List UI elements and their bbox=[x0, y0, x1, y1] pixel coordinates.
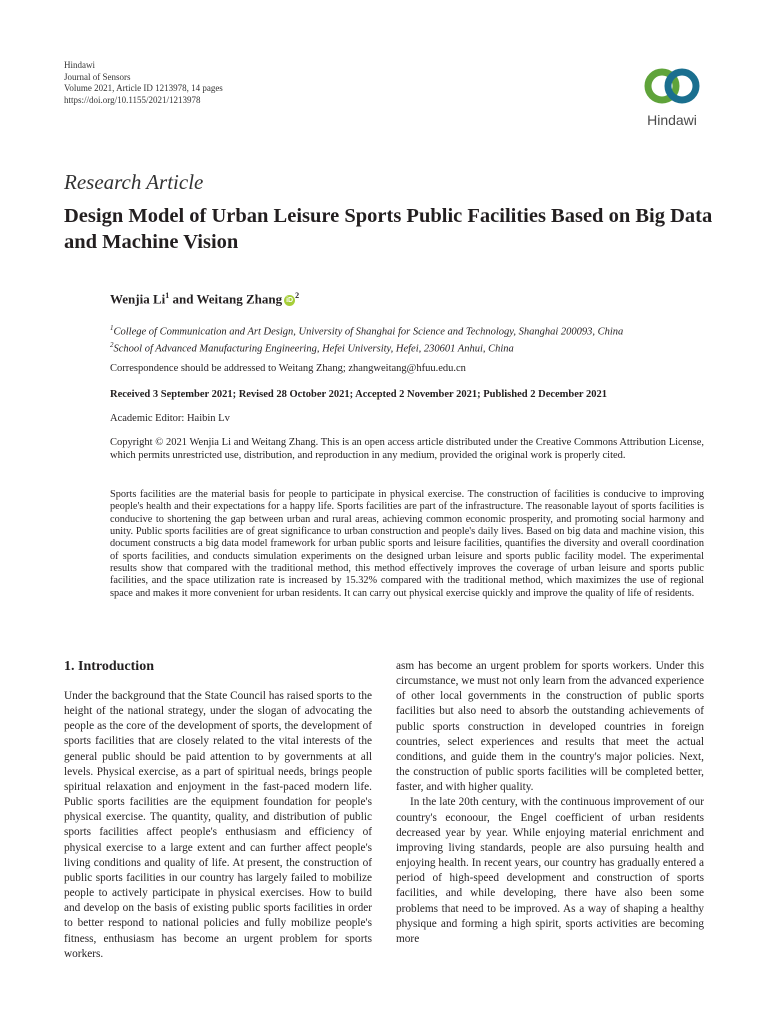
volume-info: Volume 2021, Article ID 1213978, 14 pages bbox=[64, 83, 223, 93]
affiliations bbox=[110, 322, 704, 355]
article-type: Research Article bbox=[64, 170, 204, 194]
affiliation-2 bbox=[110, 339, 704, 356]
author-list bbox=[110, 291, 299, 307]
body-paragraph: In the late 20th century, with the continuous improvement of our country's econoour, the Engel coefficient of urban residents decreased year by year. While enjoying material enrichment and improving living standards, people are also pursuing health and enjoying health. In recent years, our country has gradually entered a period of high-speed development and construction of sports facilities, and while developing, there have also been some problems that need to be improved. As a way of shaping a healthy physique and forming a high spirit, sports activities are becoming more bbox=[396, 796, 704, 945]
article-title: Design Model of Urban Leisure Sports Public Facilities Based on Big Data and Machine Vision bbox=[64, 205, 713, 253]
section-heading-introduction: 1. Introduction bbox=[64, 659, 154, 674]
correspondence-line: Correspondence should be addressed to Weitang Zhang; zhangweitang@hfuu.edu.cn bbox=[110, 363, 466, 374]
authors-joiner: and bbox=[169, 291, 197, 307]
abstract: Sports facilities are the material basis for people to participate in physical exercise. The construction of facilities is conducive to improving people's health and their expectations for a happy life. Sports facilities are part of the infrastructure. The reasonable layout of sports facilities is conducive to shortening the gap between urban and rural areas, achieving common economic prosperity, and promoting social harmony and unity. Public sports facilities are of great significance to urban construction and people's daily lives. Based on big data and machine vision, this document constructs a big data model framework for urban public sports and leisure facilities, quantifies the diversity and overall coordination of sports facilities, and conducts simulation experiments on the designed urban leisure and sports public facility model. The experimental results show that compared with the traditional method, this method effectively improves the coverage of urban leisure and sports public facilities, and the space utilization rate is increased by 15.32% compared with the traditional method, which maximizes the use of regional space and makes it more convenient for urban residents. It can carry out physical exercise quickly and improve the quality of life of residents. bbox=[110, 489, 704, 599]
body-column-right bbox=[396, 659, 704, 947]
body-paragraph: Under the background that the State Council has raised sports to the height of the national strategy, under the slogan of advocating the people as the core of the development of sports, the development of sports facilities that are closely related to the vital interests of the general public should be paid attention to by governments at all levels. Physical exercise, as a part of spiritual needs, brings people spiritual relaxation and enjoyment in the fast-paced modern life. Public sports facilities are the equipment foundation for people's physical exercise. The quantity, quality, and distribution of public sports facilities affect people's enthusiasm and efficiency of physical exercise to a large extent and can further affect people's living conditions and quality of life. At present, the construction of public sports facilities in our country has largely failed to mobilize people to actively participate in physical exercises. How to build and develop on the basis of existing public sports facilities in order to better respond to national policies and fully mobilize people's fitness, enthusiasm has become an urgent problem for sports workers. bbox=[64, 690, 372, 960]
publisher-name: Hindawi bbox=[64, 60, 95, 70]
author-affiliation-marker: 2 bbox=[295, 291, 300, 300]
affiliation-1 bbox=[110, 322, 704, 339]
orcid-icon[interactable]: iD bbox=[286, 296, 294, 304]
body-paragraph: asm has become an urgent problem for sports workers. Under this circumstance, we must not only learn from the advanced experience of other local governments in the construction of public sports facilities but also need to absorb the outstanding achievements of public sports construction in developed countries in foreign countries, select experiences and results that meet the actual conditions, and guide them in the country's major policies. Next, the construction of public sports facilities will be completed better, faster, and with higher quality. bbox=[396, 660, 704, 794]
doi-link[interactable]: https://doi.org/10.1155/2021/1213978 bbox=[64, 94, 201, 105]
affiliation-text: School of Advanced Manufacturing Engineering, Hefei University, Hefei, 230601 Anhui, China bbox=[113, 343, 514, 354]
journal-name: Journal of Sensors bbox=[64, 71, 131, 82]
body-column-left bbox=[64, 689, 372, 962]
academic-editor: Academic Editor: Haibin Lv bbox=[110, 413, 230, 424]
publication-dates: Received 3 September 2021; Revised 28 October 2021; Accepted 2 November 2021; Published 2 December 2021 bbox=[110, 389, 608, 400]
author-name: Weitang Zhang bbox=[196, 291, 283, 307]
affiliation-text: College of Communication and Art Design, University of Shanghai for Science and Technology, Shanghai 200093, China bbox=[113, 326, 624, 338]
hindawi-logo-text: Hindawi bbox=[647, 112, 697, 128]
author-affiliation-marker: 1 bbox=[165, 291, 170, 300]
affiliation-marker: 1 bbox=[110, 324, 114, 332]
copyright-notice: Copyright © 2021 Wenjia Li and Weitang Zhang. This is an open access article distributed under the Creative Commons Attribution License, which permits unrestricted use, distribution, and reproduction in any medium, provided the original work is properly cited. bbox=[110, 437, 704, 461]
author-name: Wenjia Li bbox=[110, 291, 166, 307]
journal-metadata bbox=[64, 60, 223, 106]
affiliation-marker: 2 bbox=[110, 340, 114, 349]
